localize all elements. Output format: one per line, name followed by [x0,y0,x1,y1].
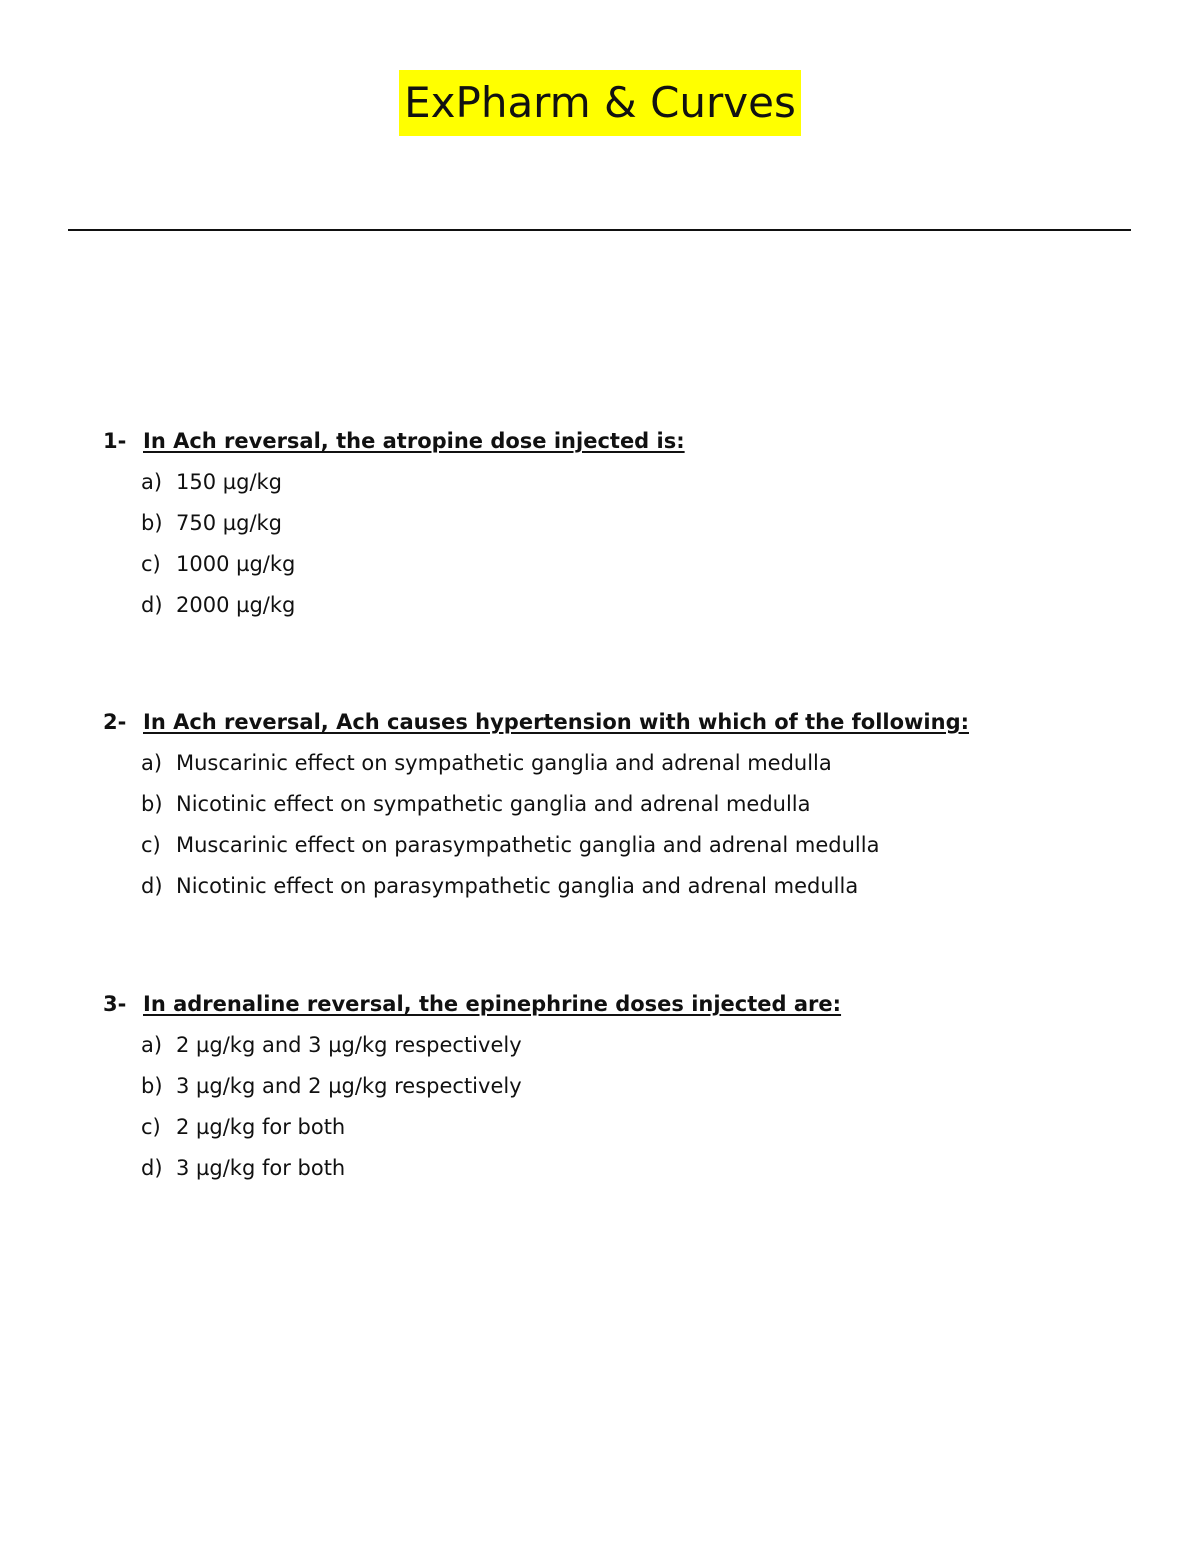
question-3 [103,987,1103,1192]
question-number: 3- [103,992,127,1016]
title-container [0,70,1200,136]
answer-option [141,869,1103,903]
answer-option [141,465,1103,499]
question-2 [103,705,1103,910]
option-letter: a) [141,1033,163,1057]
answer-option [141,787,1103,821]
option-text: 2000 µg/kg [176,593,296,617]
question-stem [103,424,1103,458]
question-text: In Ach reversal, the atropine dose injected is: [143,429,685,453]
option-text: 3 µg/kg for both [176,1156,346,1180]
question-1 [103,424,1103,629]
option-letter: d) [141,1156,163,1180]
question-text: In adrenaline reversal, the epinephrine doses injected are: [143,992,842,1016]
option-letter: c) [141,1115,161,1139]
answer-option [141,1028,1103,1062]
option-text: 150 µg/kg [176,470,283,494]
option-letter: b) [141,792,163,816]
answer-option [141,1151,1103,1185]
question-stem [103,987,1103,1021]
option-letter: a) [141,751,163,775]
answer-option [141,746,1103,780]
option-letter: c) [141,552,161,576]
answer-option [141,547,1103,581]
option-letter: b) [141,1074,163,1098]
answer-option [141,1110,1103,1144]
option-text: 750 µg/kg [176,511,283,535]
option-letter: d) [141,874,163,898]
option-text: Nicotinic effect on sympathetic ganglia and adrenal medulla [176,792,811,816]
option-text: Muscarinic effect on sympathetic ganglia and adrenal medulla [176,751,832,775]
option-text: 1000 µg/kg [176,552,296,576]
option-text: 2 µg/kg for both [176,1115,346,1139]
option-letter: a) [141,470,163,494]
question-text: In Ach reversal, Ach causes hypertension with which of the following: [143,710,969,734]
option-text: Muscarinic effect on parasympathetic ganglia and adrenal medulla [176,833,880,857]
page-title: ExPharm & Curves [399,70,801,136]
horizontal-divider [68,229,1131,231]
answer-option [141,1069,1103,1103]
answer-option [141,588,1103,622]
option-letter: c) [141,833,161,857]
option-text: 2 µg/kg and 3 µg/kg respectively [176,1033,522,1057]
question-number: 2- [103,710,127,734]
answer-option [141,506,1103,540]
question-stem [103,705,1103,739]
option-letter: d) [141,593,163,617]
option-text: Nicotinic effect on parasympathetic ganglia and adrenal medulla [176,874,859,898]
answer-option [141,828,1103,862]
option-text: 3 µg/kg and 2 µg/kg respectively [176,1074,522,1098]
question-number: 1- [103,429,127,453]
option-letter: b) [141,511,163,535]
